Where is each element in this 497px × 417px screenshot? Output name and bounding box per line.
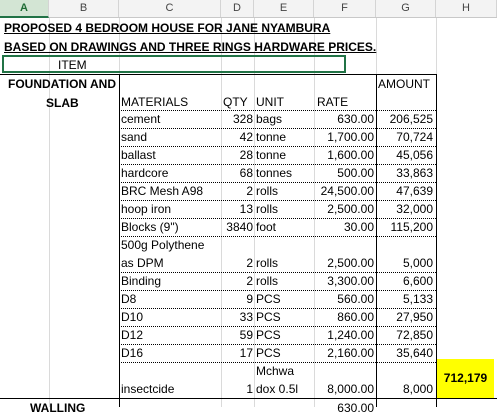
cell-rate[interactable]: 2,500.00 — [327, 256, 374, 270]
cell-unit[interactable]: foot — [256, 220, 277, 234]
cell-material[interactable]: D16 — [121, 346, 144, 360]
cell-material-line-2[interactable]: as DPM — [121, 256, 164, 270]
section-total-cell[interactable]: 712,179 — [437, 359, 494, 398]
col-header-g[interactable]: G — [376, 0, 436, 17]
cell-unit[interactable]: PCS — [256, 310, 281, 324]
cell-rate[interactable]: 24,500.00 — [320, 184, 374, 198]
cell-rate[interactable]: 560.00 — [337, 292, 374, 306]
cell-unit[interactable]: bags — [256, 112, 283, 126]
cell-unit[interactable]: PCS — [256, 292, 281, 306]
cell-qty[interactable]: 1 — [246, 382, 253, 396]
header-qty[interactable]: QTY — [223, 95, 248, 109]
cell-amount[interactable]: 6,600 — [402, 274, 433, 288]
cell-qty[interactable]: 33 — [239, 310, 253, 324]
header-materials[interactable]: MATERIALS — [121, 95, 189, 109]
cell-amount[interactable]: 206,525 — [389, 112, 433, 126]
cell-material[interactable]: hoop iron — [121, 202, 172, 216]
col-header-h[interactable]: H — [436, 0, 497, 17]
cell-rate[interactable]: 860.00 — [337, 310, 374, 324]
cell-unit[interactable]: Mchwa — [256, 364, 295, 378]
section-title-line-2[interactable]: SLAB — [46, 96, 79, 110]
cell-material[interactable]: sand — [121, 130, 148, 144]
cell-material[interactable]: Binding — [121, 274, 162, 288]
cell-material[interactable]: cement — [121, 112, 161, 126]
section-title-line-1[interactable]: FOUNDATION AND — [8, 77, 116, 91]
cell-amount[interactable]: 35,640 — [396, 346, 433, 360]
cell-material[interactable]: D10 — [121, 310, 144, 324]
cell-rate[interactable]: 630.00 — [337, 112, 374, 126]
cell-qty[interactable]: 328 — [232, 112, 253, 126]
cell-unit[interactable]: rolls — [256, 256, 279, 270]
cell-material[interactable]: 500g Polythene — [121, 238, 205, 252]
cell-material[interactable]: D8 — [121, 292, 137, 306]
cell-qty[interactable]: 59 — [239, 328, 253, 342]
cell-rate[interactable]: 1,700.00 — [327, 130, 374, 144]
col-header-f[interactable]: F — [314, 0, 376, 17]
title-line-1[interactable]: PROPOSED 4 BEDROOM HOUSE FOR JANE NYAMBURA — [4, 21, 331, 35]
col-header-a[interactable]: A — [0, 0, 49, 18]
cell-rate[interactable]: 30.00 — [343, 220, 374, 234]
item-label[interactable]: ITEM — [58, 58, 87, 72]
cell-amount[interactable]: 32,000 — [396, 202, 433, 216]
cell-qty[interactable]: 13 — [239, 202, 253, 216]
col-header-e[interactable]: E — [254, 0, 314, 17]
cell-qty[interactable]: 2 — [246, 184, 253, 198]
cell-material[interactable]: insectcide — [121, 382, 175, 396]
cell-amount[interactable]: 45,056 — [396, 148, 433, 162]
cell-amount[interactable]: 70,724 — [396, 130, 433, 144]
col-header-b[interactable]: B — [49, 0, 119, 17]
column-header-bar — [0, 0, 497, 18]
cell-qty[interactable]: 17 — [239, 346, 253, 360]
cell-unit[interactable]: tonne — [256, 148, 287, 162]
cell-amount[interactable]: 5,133 — [402, 292, 433, 306]
cell-rate[interactable]: 1,240.00 — [327, 328, 374, 342]
cell-amount[interactable]: 72,850 — [396, 328, 433, 342]
next-section-label[interactable]: WALLING — [30, 401, 86, 415]
cell-rate[interactable]: 8,000.00 — [327, 382, 374, 396]
cell-amount[interactable]: 27,950 — [396, 310, 433, 324]
cell-amount[interactable]: 8,000 — [402, 382, 433, 396]
col-header-c[interactable]: C — [119, 0, 221, 17]
cell-unit-line-2[interactable]: dox 0.5l — [256, 382, 299, 396]
cell-rate[interactable]: 2,160.00 — [327, 346, 374, 360]
cell-amount[interactable]: 33,863 — [396, 166, 433, 180]
cell-qty[interactable]: 9 — [246, 292, 253, 306]
cell-qty[interactable]: 28 — [239, 148, 253, 162]
cell-unit[interactable]: tonnes — [256, 166, 293, 180]
cell-qty[interactable]: 2 — [246, 274, 253, 288]
cell-rate[interactable]: 3,300.00 — [327, 274, 374, 288]
cell-material[interactable]: ballast — [121, 148, 156, 162]
cell-unit[interactable]: PCS — [256, 328, 281, 342]
cell-unit[interactable]: rolls — [256, 202, 279, 216]
cell-qty[interactable]: 3840 — [226, 220, 253, 234]
active-cell-selection — [2, 55, 346, 73]
cell-qty[interactable]: 68 — [239, 166, 253, 180]
cell-amount[interactable]: 115,200 — [390, 220, 433, 234]
cell-material[interactable]: BRC Mesh A98 — [121, 184, 204, 198]
cell-unit[interactable]: tonne — [256, 130, 287, 144]
cell-material[interactable]: D12 — [121, 328, 144, 342]
col-header-d[interactable]: D — [221, 0, 254, 17]
spreadsheet-grid[interactable] — [0, 18, 497, 415]
cell-unit[interactable]: rolls — [256, 184, 279, 198]
cell-amount[interactable]: 47,639 — [396, 184, 433, 198]
cell-qty[interactable]: 2 — [246, 256, 253, 270]
cell-material[interactable]: Blocks (9") — [121, 220, 179, 234]
cell-rate-partial[interactable]: 630.00 — [337, 401, 374, 415]
cell-rate[interactable]: 2,500.00 — [327, 202, 374, 216]
cell-qty[interactable]: 42 — [239, 130, 253, 144]
cell-amount[interactable]: 5,000 — [402, 256, 433, 270]
cell-rate[interactable]: 1,600.00 — [327, 148, 374, 162]
cell-unit[interactable]: rolls — [256, 274, 279, 288]
cell-unit[interactable]: PCS — [256, 346, 281, 360]
header-unit[interactable]: UNIT — [256, 95, 284, 109]
header-rate[interactable]: RATE — [317, 95, 349, 109]
header-amount[interactable]: AMOUNT — [378, 77, 430, 91]
title-line-2[interactable]: BASED ON DRAWINGS AND THREE RINGS HARDWARE PRICES. — [4, 40, 377, 54]
cell-material[interactable]: hardcore — [121, 166, 169, 180]
cell-rate[interactable]: 500.00 — [337, 166, 374, 180]
